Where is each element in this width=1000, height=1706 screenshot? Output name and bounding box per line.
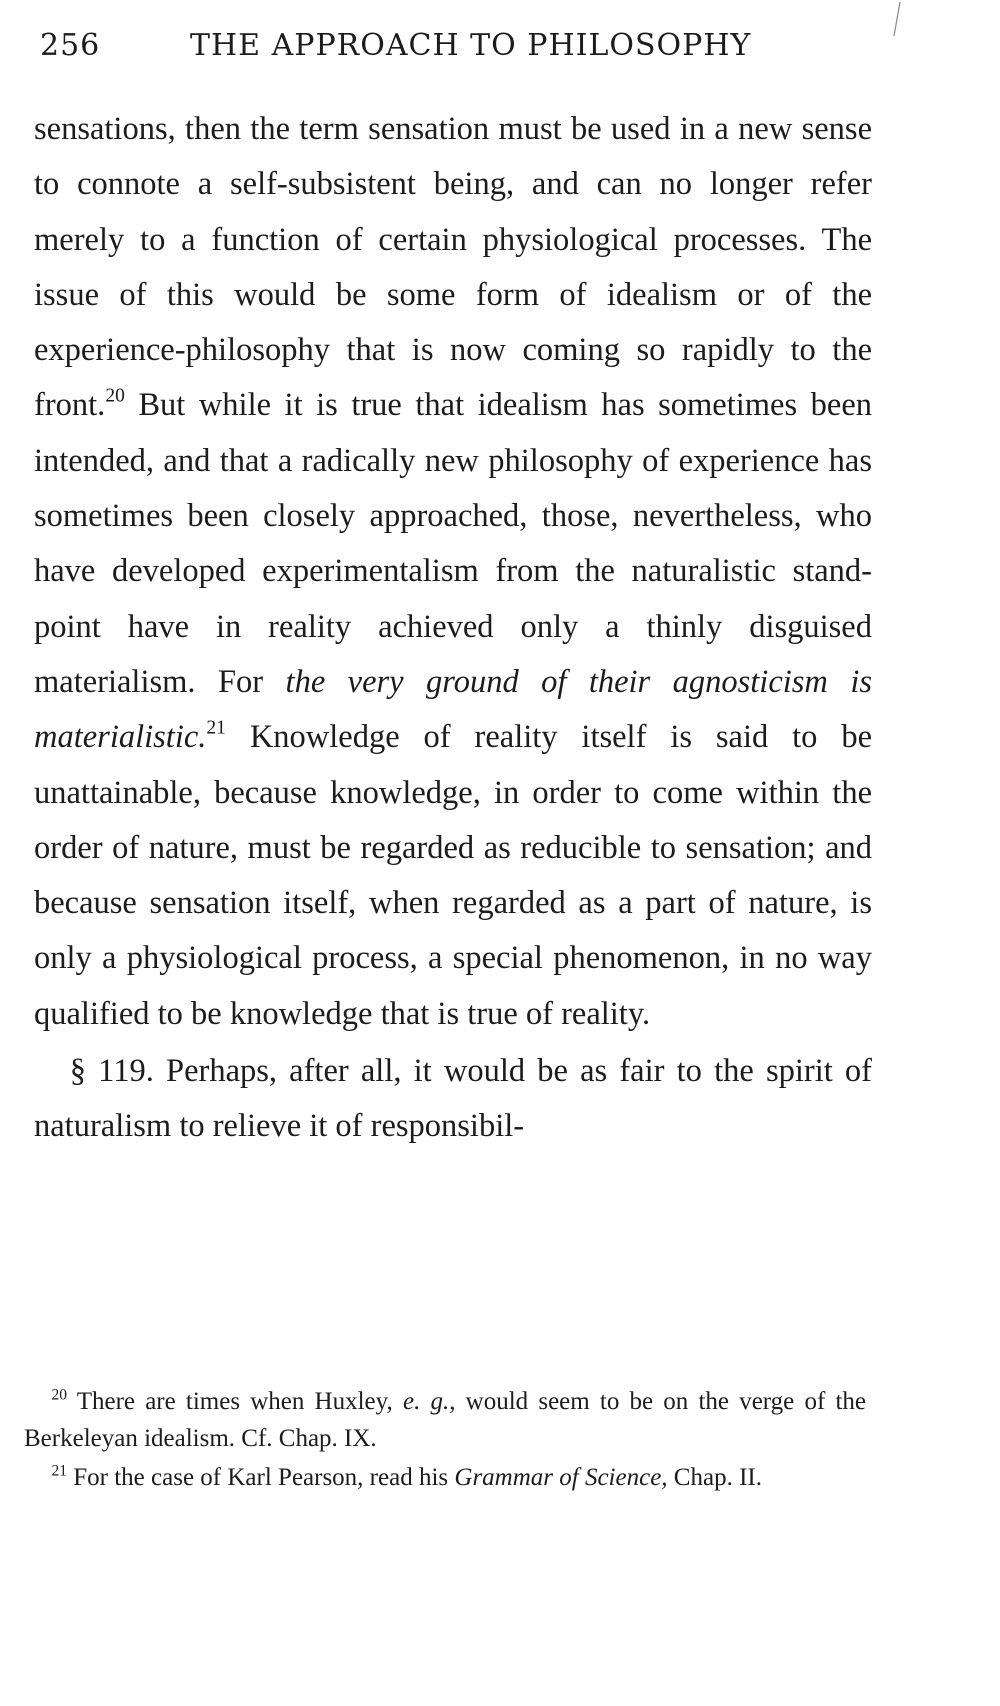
footnote-text: There are times when Huxley,: [67, 1388, 403, 1415]
running-header: [40, 28, 840, 72]
running-title: THE APPROACH TO PHILOSOPHY: [190, 28, 752, 63]
pencil-stroke: [894, 2, 900, 36]
paragraph: [34, 102, 872, 1042]
section-paragraph-text: § 119. Perhaps, after all, it would be as fair to the spirit of naturalism to relieve it of responsibil-: [34, 1053, 872, 1145]
footnote: [24, 1383, 866, 1457]
paragraph-text: sensations, then the term sensation must be used in a new sense to connote a self-subsistent being, and can no longer refer merely to a function of certain physiological processes. The issue of this would be some form of idealism or of the experience-philosophy that is now coming so rapidly to the front.: [34, 111, 872, 424]
paragraph: [34, 1044, 872, 1155]
footnotes: [24, 1383, 866, 1496]
margin-pencil-mark: [890, 0, 904, 40]
footnote-ref: 21: [206, 717, 226, 739]
footnote-text: For the case of Karl Pearson, read his: [67, 1464, 455, 1491]
footnote-emphasis: Grammar of Science,: [454, 1464, 668, 1491]
paragraph-text: But while it is true that idealism has sometimes been intended, and that a radically new philosophy of experience has sometimes been closely approached, those, nevertheless, who have developed experimentalism from the naturalistic stand-point have in reality achieved only a thinly disguised materialism. For: [34, 387, 872, 700]
footnote-text: Chap. II.: [667, 1464, 762, 1491]
main-text: [34, 102, 872, 1155]
paragraph-text: Knowledge of reality itself is said to be unattainable, because knowledge, in order to come within the order of nature, must be regarded as reducible to sensation; and because sensation itself, when regarded as a part of nature, is only a physiological process, a special phenomenon, in no way qualified to be knowledge that is true of reality.: [34, 719, 872, 1032]
footnote-marker: 20: [51, 1386, 67, 1404]
page-number: 256: [40, 28, 101, 63]
footnote-ref: 20: [105, 385, 125, 407]
footnote-emphasis: e. g.: [402, 1388, 450, 1415]
emphasized-text: the very ground of their agnosticism is materialistic.: [34, 663, 873, 756]
footnote: [24, 1459, 866, 1496]
footnote-marker: 21: [51, 1462, 67, 1480]
footnote-text: , would seem to be on the verge of the Berkeleyan idealism. Cf. Chap. IX.: [24, 1388, 866, 1452]
